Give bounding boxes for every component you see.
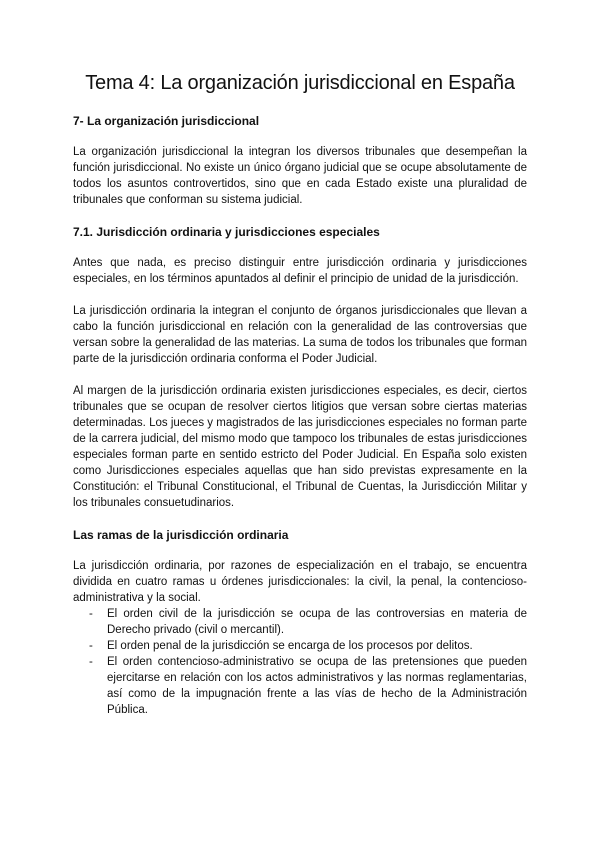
list-item-text: El orden contencioso-administrativo se ocupa de las pretensiones que pueden ejercitarse en relación con los actos administrativos y las normas reglamentarias, así como de la impugnación frente a las vías de hecho de la Administración Pública. xyxy=(107,656,527,716)
section-heading: 7- La organización jurisdiccional xyxy=(73,114,260,128)
dash-marker: - xyxy=(89,640,93,652)
list-item-text: El orden civil de la jurisdicción se ocupa de las controversias en materia de Derecho privado (civil o mercantil). xyxy=(107,608,527,636)
list-item-text: El orden penal de la jurisdicción se encarga de los procesos por delitos. xyxy=(107,640,473,652)
section-heading: 7.1. Jurisdicción ordinaria y jurisdicciones especiales xyxy=(73,225,380,239)
dash-marker: - xyxy=(89,656,93,668)
paragraph: Al margen de la jurisdicción ordinaria existen jurisdicciones especiales, es decir, ciertos tribunales que se ocupan de resolver ciertos litigios que versan sobre ciertas materias determinadas. Los jueces y magistrados de las jurisdicciones especiales no forman parte de la carrera judicial, del mismo modo que tampoco los tribunales de estas jurisdicciones especiales forman parte en sentido estricto del Poder Judicial. En España solo existen como Jurisdicciones especiales aquellas que han sido previstas expresamente en la Constitución: el Tribunal Constitucional, el Tribunal de Cuentas, la Jurisdicción Militar y los tribunales consuetudinarios. xyxy=(73,385,527,509)
list-item xyxy=(73,606,527,638)
section-jurisdiccion-ordinaria-especiales xyxy=(73,224,527,511)
list-item xyxy=(73,638,527,654)
paragraph: La jurisdicción ordinaria, por razones de especialización en el trabajo, se encuentra dividida en cuatro ramas u órdenes jurisdiccionales: la civil, la penal, la contencioso-administrativa y la social. xyxy=(73,560,527,604)
section-heading: Las ramas de la jurisdicción ordinaria xyxy=(73,528,289,542)
paragraph: Antes que nada, es preciso distinguir entre jurisdicción ordinaria y jurisdicciones especiales, en los términos apuntados al definir el principio de unidad de la jurisdicción. xyxy=(73,257,527,285)
paragraph: La jurisdicción ordinaria la integran el conjunto de órganos jurisdiccionales que llevan a cabo la función jurisdiccional en relación con la generalidad de las controversias que versan sobre la generalidad de las materias. La suma de todos los tribunales que forman parte de la jurisdicción ordinaria conforma el Poder Judicial. xyxy=(73,305,527,365)
document-title: Tema 4: La organización jurisdiccional en España xyxy=(85,72,515,94)
paragraph: La organización jurisdiccional la integran los diversos tribunales que desempeñan la función jurisdiccional. No existe un único órgano judicial que se ocupe absolutamente de todos los asuntos controvertidos, sino que en cada Estado existe una pluralidad de tribunales que conforman su sistema judicial. xyxy=(73,146,527,206)
document-page xyxy=(73,72,527,718)
bullet-list xyxy=(73,606,527,718)
section-ramas-jurisdiccion xyxy=(73,527,527,718)
list-item xyxy=(73,654,527,718)
section-organizacion xyxy=(73,113,527,208)
dash-marker: - xyxy=(89,608,93,620)
